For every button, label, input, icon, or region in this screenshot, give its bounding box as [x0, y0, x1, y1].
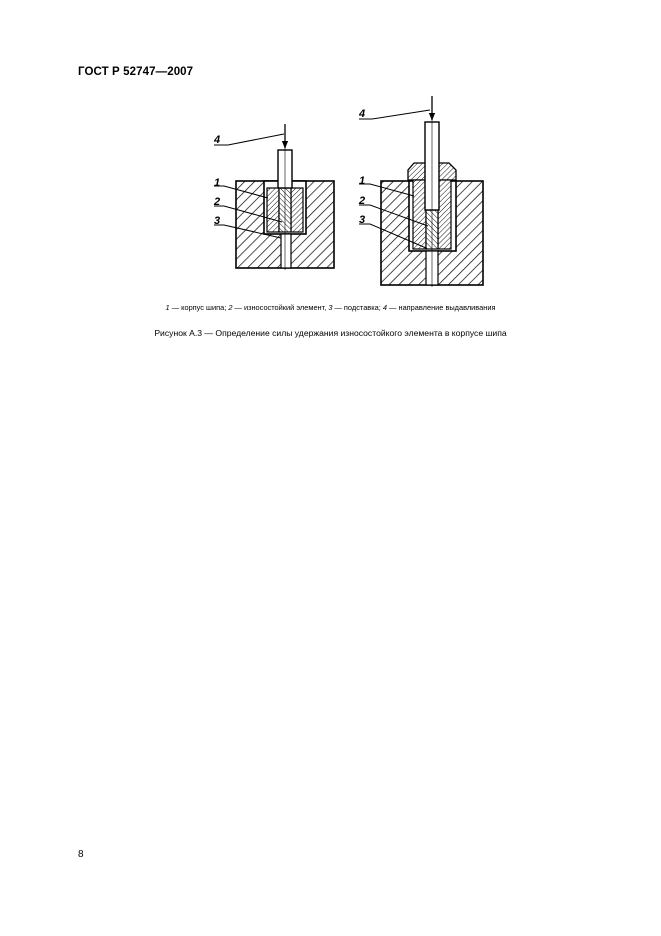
right-callout-3: 3	[359, 214, 366, 226]
page-number: 8	[78, 849, 84, 860]
legend-text-2: — износостойкий элемент,	[232, 303, 329, 312]
left-stud-body	[267, 188, 279, 232]
legend-num-3: 3	[328, 303, 333, 312]
right-callout-2: 2	[359, 195, 366, 207]
legend-num-4: 4	[382, 303, 387, 312]
legend-text-1: — корпус шипа;	[169, 303, 229, 312]
left-section-drawing	[213, 124, 334, 270]
legend-num-1: 1	[165, 303, 170, 312]
figure-drawing	[0, 0, 661, 300]
left-callout-1: 1	[214, 177, 221, 189]
right-callout-1: 1	[359, 175, 366, 187]
right-callout-4: 4	[359, 108, 366, 120]
figure-title: Рисунок А.3 — Определение силы удержания износостойкого элемента в корпусе шипа	[154, 328, 507, 338]
left-callout-4: 4	[214, 134, 221, 146]
figure-legend	[0, 303, 661, 312]
left-callout-3: 3	[214, 215, 221, 227]
right-section-drawing	[358, 96, 483, 287]
right-stud-body	[413, 180, 426, 249]
document-header-title: ГОСТ Р 52747—2007	[78, 66, 194, 78]
legend-text-3: — подставка;	[332, 303, 383, 312]
legend-text-4: — направление выдавливания	[386, 303, 496, 312]
left-callout-2: 2	[214, 196, 221, 208]
legend-num-2: 2	[228, 303, 233, 312]
